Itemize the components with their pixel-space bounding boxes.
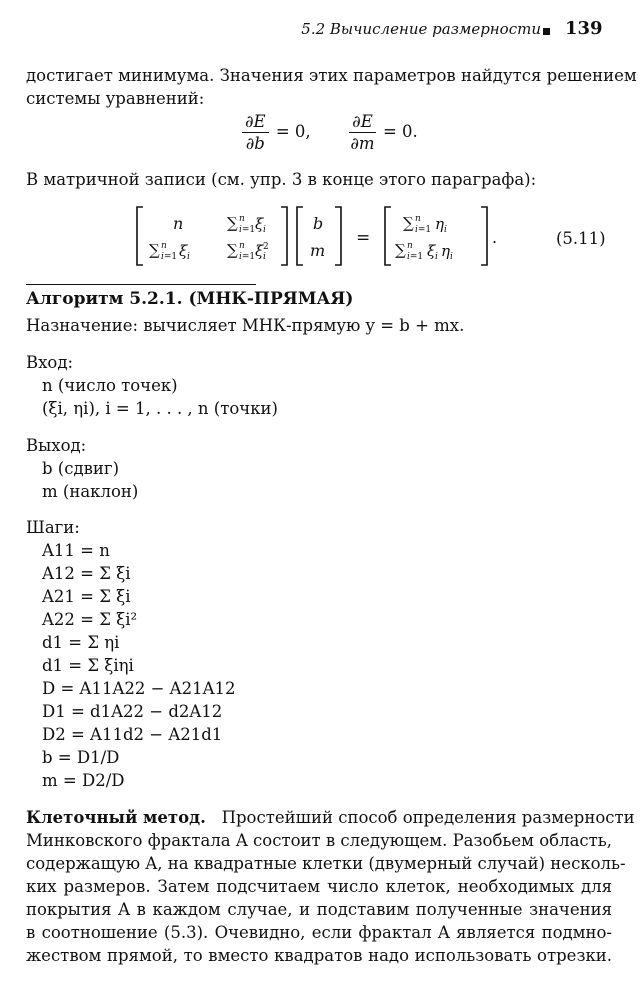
svg-text:η: η — [441, 242, 450, 260]
step-line: A11 = n — [42, 541, 110, 560]
svg-text:∑: ∑ — [149, 241, 160, 259]
svg-text:ξ: ξ — [179, 242, 188, 260]
svg-text:.: . — [492, 228, 498, 247]
matrix-equation — [135, 205, 515, 271]
svg-text:∑: ∑ — [395, 241, 406, 259]
step-line: A21 = Σ ξi — [42, 587, 131, 606]
matrix-equation-svg — [135, 205, 515, 267]
page-number: 139 — [565, 18, 603, 39]
svg-text:i: i — [263, 225, 266, 235]
cell-method-line: ких размеров. Затем подсчитаем число клеток, необходимых для — [26, 877, 612, 896]
output-item-offset: b (сдвиг) — [42, 459, 120, 478]
svg-text:i=1: i=1 — [407, 252, 424, 262]
svg-text:=: = — [356, 228, 371, 248]
svg-text:i: i — [187, 252, 190, 262]
equation-2-rhs: = 0. — [382, 122, 418, 141]
svg-text:m: m — [310, 241, 326, 260]
equation-number: (5.11) — [556, 229, 606, 248]
svg-text:i=1: i=1 — [239, 225, 256, 235]
step-line: d1 = Σ ηi — [42, 633, 120, 652]
svg-text:n: n — [239, 214, 245, 224]
input-item-count: n (число точек) — [42, 376, 178, 395]
svg-text:ξ: ξ — [255, 215, 264, 233]
partial-derivative-equations — [240, 112, 418, 153]
step-line: A22 = Σ ξi² — [42, 610, 138, 629]
step-line: D1 = d1A22 − d2A12 — [42, 702, 223, 721]
step-line: d1 = Σ ξiηi — [42, 656, 134, 675]
svg-text:i=1: i=1 — [415, 225, 432, 235]
cell-method-line: покрытия A в каждом случае, и подставим полученные значения — [26, 900, 612, 919]
output-label: Выход: — [26, 436, 87, 455]
svg-text:b: b — [313, 214, 324, 233]
svg-text:∑: ∑ — [227, 214, 238, 232]
step-line: A12 = Σ ξi — [42, 564, 131, 583]
output-item-slope: m (наклон) — [42, 482, 139, 501]
svg-text:∑: ∑ — [403, 214, 414, 232]
fraction-dE-db: $\frac{\partial E}{\partial b}$ — [242, 112, 269, 153]
header-bullet-icon — [543, 28, 550, 35]
svg-text:n: n — [161, 241, 167, 251]
steps-label: Шаги: — [26, 518, 80, 537]
cell-method-line: содержащую A, на квадратные клетки (двумерный случай) несколь- — [26, 854, 626, 873]
step-line: D2 = A11d2 − A21d1 — [42, 725, 223, 744]
svg-text:i: i — [450, 252, 453, 262]
svg-text:2: 2 — [263, 242, 269, 252]
step-line: m = D2/D — [42, 771, 125, 790]
fraction-dE-dm: $\frac{\partial E}{\partial m}$ — [350, 112, 375, 153]
svg-text:ξ: ξ — [255, 242, 264, 260]
step-line: b = D1/D — [42, 748, 120, 767]
cell-method-heading: Клеточный метод. — [26, 808, 206, 827]
svg-text:i=1: i=1 — [161, 252, 178, 262]
svg-text:i: i — [435, 252, 438, 262]
svg-text:n: n — [407, 241, 413, 251]
algorithm-title: Алгоритм 5.2.1. (МНК-ПРЯМАЯ) — [26, 289, 354, 309]
cell-method-line-1 — [26, 808, 635, 827]
intro-line-1: достигает минимума. Значения этих параметров найдутся решением — [26, 66, 637, 85]
algorithm-purpose: Назначение: вычисляет МНК-прямую y = b + mx. — [26, 316, 465, 335]
equation-1-rhs: = 0, — [275, 122, 311, 141]
svg-text:n: n — [239, 241, 245, 251]
input-label: Вход: — [26, 353, 74, 372]
input-item-points: (ξi, ηi), i = 1, . . . , n (точки) — [42, 399, 278, 418]
matrix-intro-text: В матричной записи (см. упр. 3 в конце этого параграфа): — [26, 170, 537, 189]
cell-method-line: Минковского фрактала A состоит в следующем. Разобьем область, — [26, 831, 612, 850]
svg-text:i=1: i=1 — [239, 252, 256, 262]
section-rule — [26, 284, 256, 285]
svg-text:∑: ∑ — [227, 241, 238, 259]
svg-text:i: i — [444, 225, 447, 235]
step-line: D = A11A22 − A21A12 — [42, 679, 236, 698]
svg-text:i: i — [263, 252, 266, 262]
cell-method-line: жеством прямой, то вместо квадратов надо использовать отрезки. — [26, 946, 612, 965]
cell-method-line-1-text: Простейший способ определения размерности — [221, 808, 635, 827]
cell-method-line: в соотношение (5.3). Очевидно, если фрактал A является подмно- — [26, 923, 612, 942]
svg-text:n: n — [173, 214, 184, 233]
intro-line-2: системы уравнений: — [26, 89, 205, 108]
svg-text:ξ: ξ — [427, 242, 436, 260]
svg-text:n: n — [415, 214, 421, 224]
running-header-title: 5.2 Вычисление размерности — [301, 20, 541, 38]
svg-text:η: η — [435, 215, 444, 233]
